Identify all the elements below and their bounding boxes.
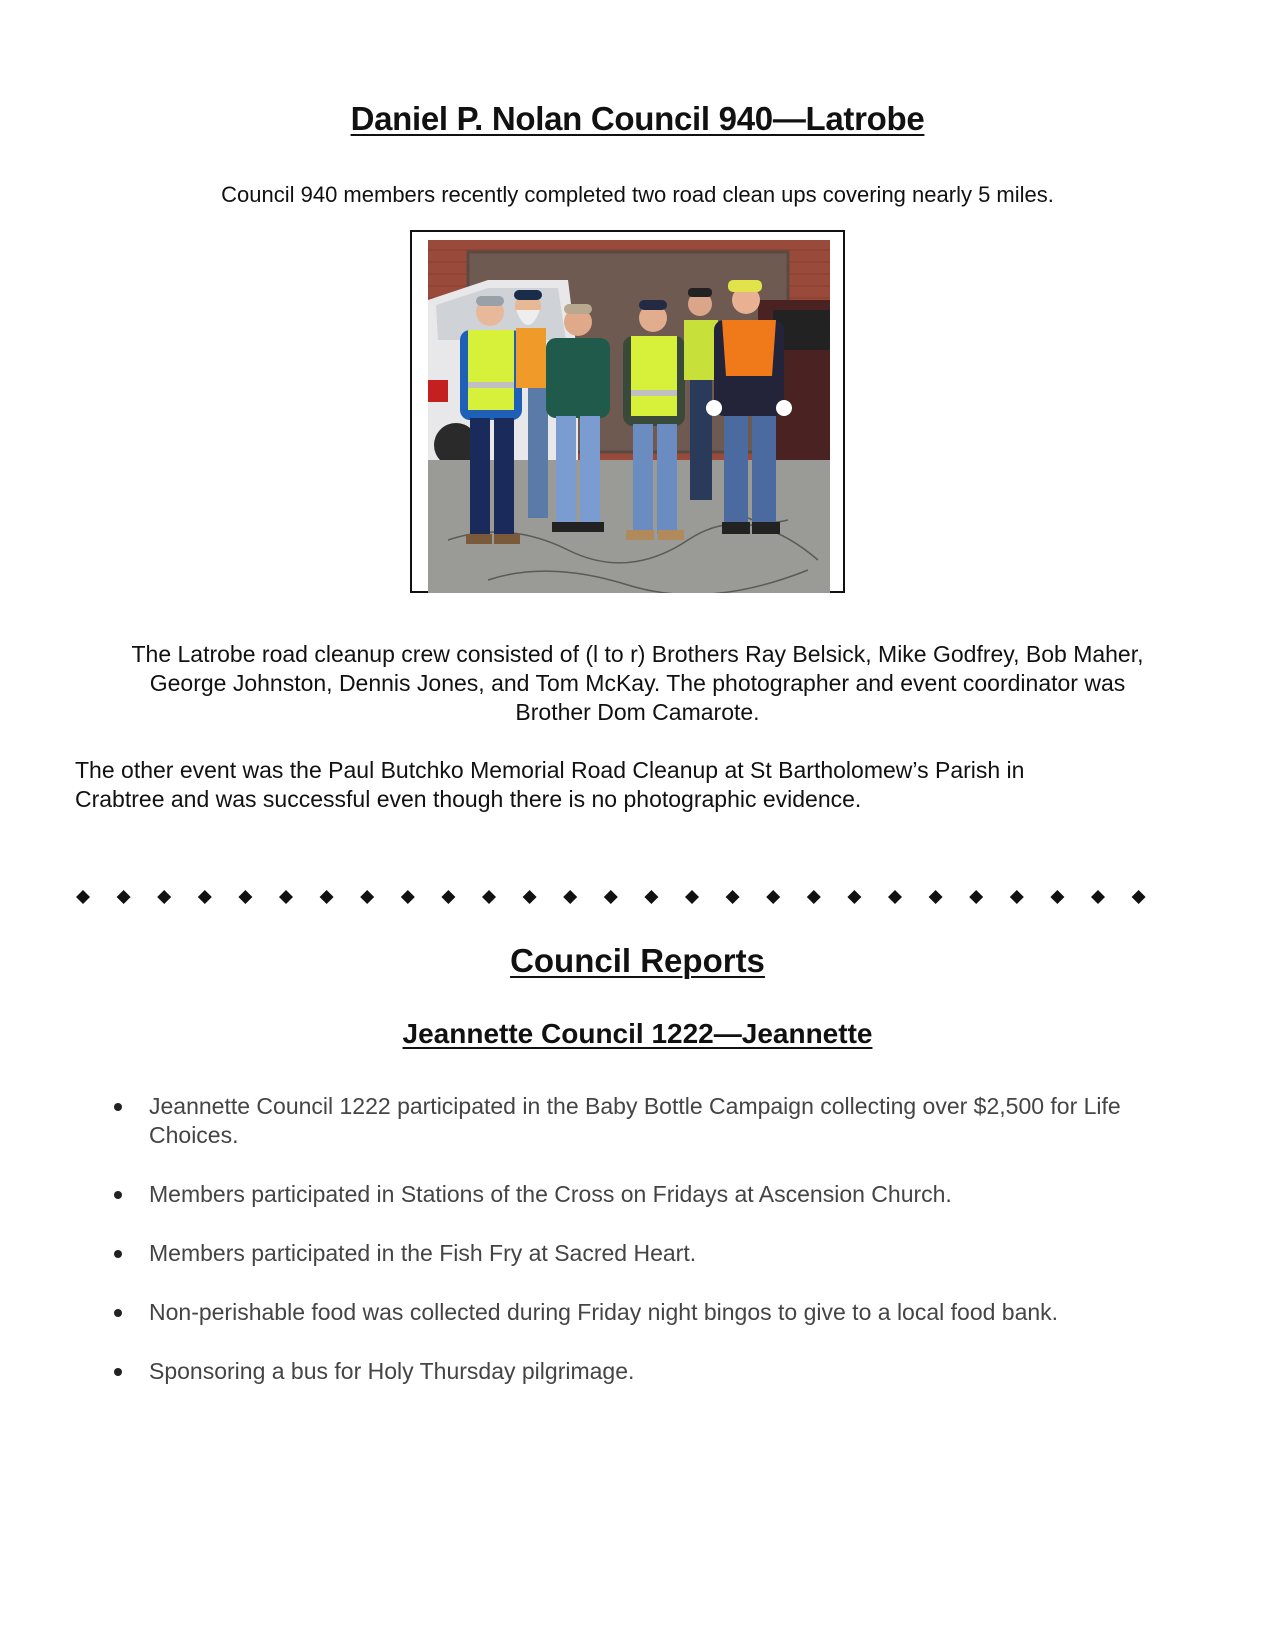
diamond-icon	[117, 890, 131, 904]
article-paragraph	[75, 756, 1205, 814]
diamond-icon	[969, 890, 983, 904]
list-item-text: Jeannette Council 1222 participated in the Baby Bottle Campaign collecting over $2,500 for Life Choices.	[149, 1093, 1121, 1148]
diamond-icon	[76, 890, 90, 904]
diamond-icon	[157, 890, 171, 904]
diamond-icon	[604, 890, 618, 904]
list-item-text: Members participated in the Fish Fry at Sacred Heart.	[149, 1240, 697, 1266]
council-report-list	[110, 1092, 1190, 1416]
bullet-icon	[114, 1250, 122, 1258]
bullet-icon	[114, 1368, 122, 1376]
paragraph-line: Crabtree and was successful even though there is no photographic evidence.	[75, 786, 862, 812]
list-item	[110, 1180, 1190, 1209]
diamond-icon	[1132, 890, 1146, 904]
diamond-icon	[766, 890, 780, 904]
diamond-icon	[482, 890, 496, 904]
article-title: Daniel P. Nolan Council 940—Latrobe	[350, 100, 925, 137]
diamond-icon	[523, 890, 537, 904]
list-item-text: Sponsoring a bus for Holy Thursday pilgrimage.	[149, 1358, 635, 1384]
list-item	[110, 1298, 1190, 1327]
caption-line: The Latrobe road cleanup crew consisted of (l to r) Brothers Ray Belsick, Mike Godfrey, Bob Maher,	[131, 641, 1144, 667]
diamond-icon	[198, 890, 212, 904]
diamond-icon	[441, 890, 455, 904]
diamond-divider	[75, 887, 1175, 907]
photo-caption	[70, 640, 1205, 727]
group-photo	[428, 240, 830, 593]
list-item-text: Members participated in Stations of the Cross on Fridays at Ascension Church.	[149, 1181, 952, 1207]
list-item	[110, 1092, 1190, 1150]
diamond-icon	[238, 890, 252, 904]
list-item	[110, 1239, 1190, 1268]
council-title: Jeannette Council 1222—Jeannette	[402, 1018, 873, 1049]
diamond-icon	[888, 890, 902, 904]
paragraph-line: The other event was the Paul Butchko Memorial Road Cleanup at St Bartholomew’s Parish in	[75, 757, 1025, 783]
diamond-icon	[807, 890, 821, 904]
bullet-icon	[114, 1309, 122, 1317]
diamond-icon	[279, 890, 293, 904]
diamond-icon	[1050, 890, 1064, 904]
diamond-icon	[401, 890, 415, 904]
diamond-icon	[320, 890, 334, 904]
caption-line: Brother Dom Camarote.	[515, 699, 760, 725]
diamond-icon	[685, 890, 699, 904]
caption-line: George Johnston, Dennis Jones, and Tom McKay. The photographer and event coordinator was	[149, 670, 1126, 696]
diamond-icon	[1091, 890, 1105, 904]
bullet-icon	[114, 1191, 122, 1199]
diamond-icon	[563, 890, 577, 904]
diamond-icon	[726, 890, 740, 904]
list-item-text: Non-perishable food was collected during Friday night bingos to give to a local food bank.	[149, 1299, 1059, 1325]
diamond-icon	[644, 890, 658, 904]
diamond-icon	[360, 890, 374, 904]
diamond-icon	[1010, 890, 1024, 904]
diamond-icon	[929, 890, 943, 904]
reports-title: Council Reports	[510, 942, 765, 979]
article-intro: Council 940 members recently completed two road clean ups covering nearly 5 miles.	[221, 182, 1054, 207]
diamond-icon	[847, 890, 861, 904]
bullet-icon	[114, 1103, 122, 1111]
photo-frame	[410, 230, 845, 593]
list-item	[110, 1357, 1190, 1386]
